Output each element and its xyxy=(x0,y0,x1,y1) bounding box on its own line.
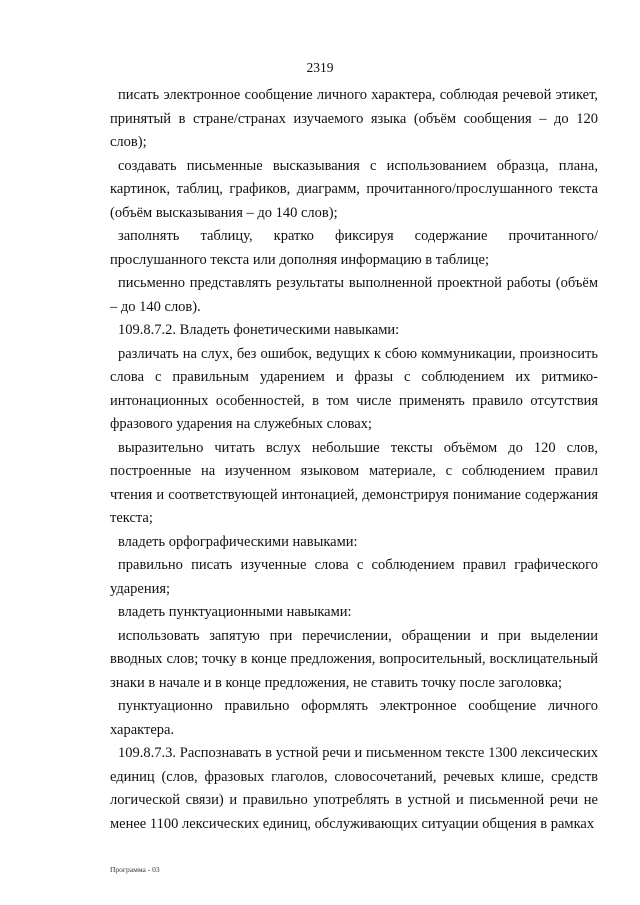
paragraph: владеть орфографическими навыками: xyxy=(118,533,358,550)
paragraph: правильно писать изученные слова с соблюдением правил графического ударения; xyxy=(110,557,598,597)
paragraph: выразительно читать вслух небольшие тексты объёмом до 120 слов, построенные на изученном языковом материале, с соблюдением правил чтения и соответствующей интонацией, демонстрируя понимание содержания текста; xyxy=(110,439,598,526)
footer-code: Программа - 03 xyxy=(110,865,160,874)
paragraph: пунктуационно правильно оформлять электронное сообщение личного характера. xyxy=(110,698,598,738)
paragraph: заполнять таблицу, кратко фиксируя содержание прочитанного/ прослушанного текста или дополняя информацию в таблице; xyxy=(110,228,598,268)
section-heading: 109.8.7.2. Владеть фонетическими навыками: xyxy=(118,322,400,338)
page-number: 2319 xyxy=(306,60,334,75)
paragraph: создавать письменные высказывания с использованием образца, плана, картинок, таблиц, графиков, диаграмм, прочитанного/прослушанного текста (объём высказывания – до 140 слов); xyxy=(110,157,598,221)
paragraph: использовать запятую при перечислении, обращении и при выделении вводных слов; точку в конце предложения, вопросительный, восклицательный знаки в начале и в конце предложения, не ставить точку после заголовка; xyxy=(110,627,598,691)
paragraph: писать электронное сообщение личного характера, соблюдая речевой этикет, принятый в стране/странах изучаемого языка (объём сообщения – до 120 слов); xyxy=(110,87,598,150)
section-heading: 109.8.7.3. Распознавать в устной речи и письменном тексте 1300 лексических единиц (слов, фразовых глаголов, словосочетаний, речевых клише, средств логической связи) и правильно употреблять в устной и письменной речи не менее 1100 лексических единиц, обслуживающих ситуации общения в рамках xyxy=(110,745,598,832)
body-text xyxy=(110,84,598,836)
paragraph: владеть пунктуационными навыками: xyxy=(118,604,352,620)
paragraph: различать на слух, без ошибок, ведущих к сбою коммуникации, произносить слова с правильным ударением и фразы с соблюдением их ритмико-интонационных особенностей, в том числе применять правило отсутствия фразового ударения на служебных словах; xyxy=(110,345,598,432)
paragraph: письменно представлять результаты выполненной проектной работы (объём – до 140 слов). xyxy=(110,275,598,315)
